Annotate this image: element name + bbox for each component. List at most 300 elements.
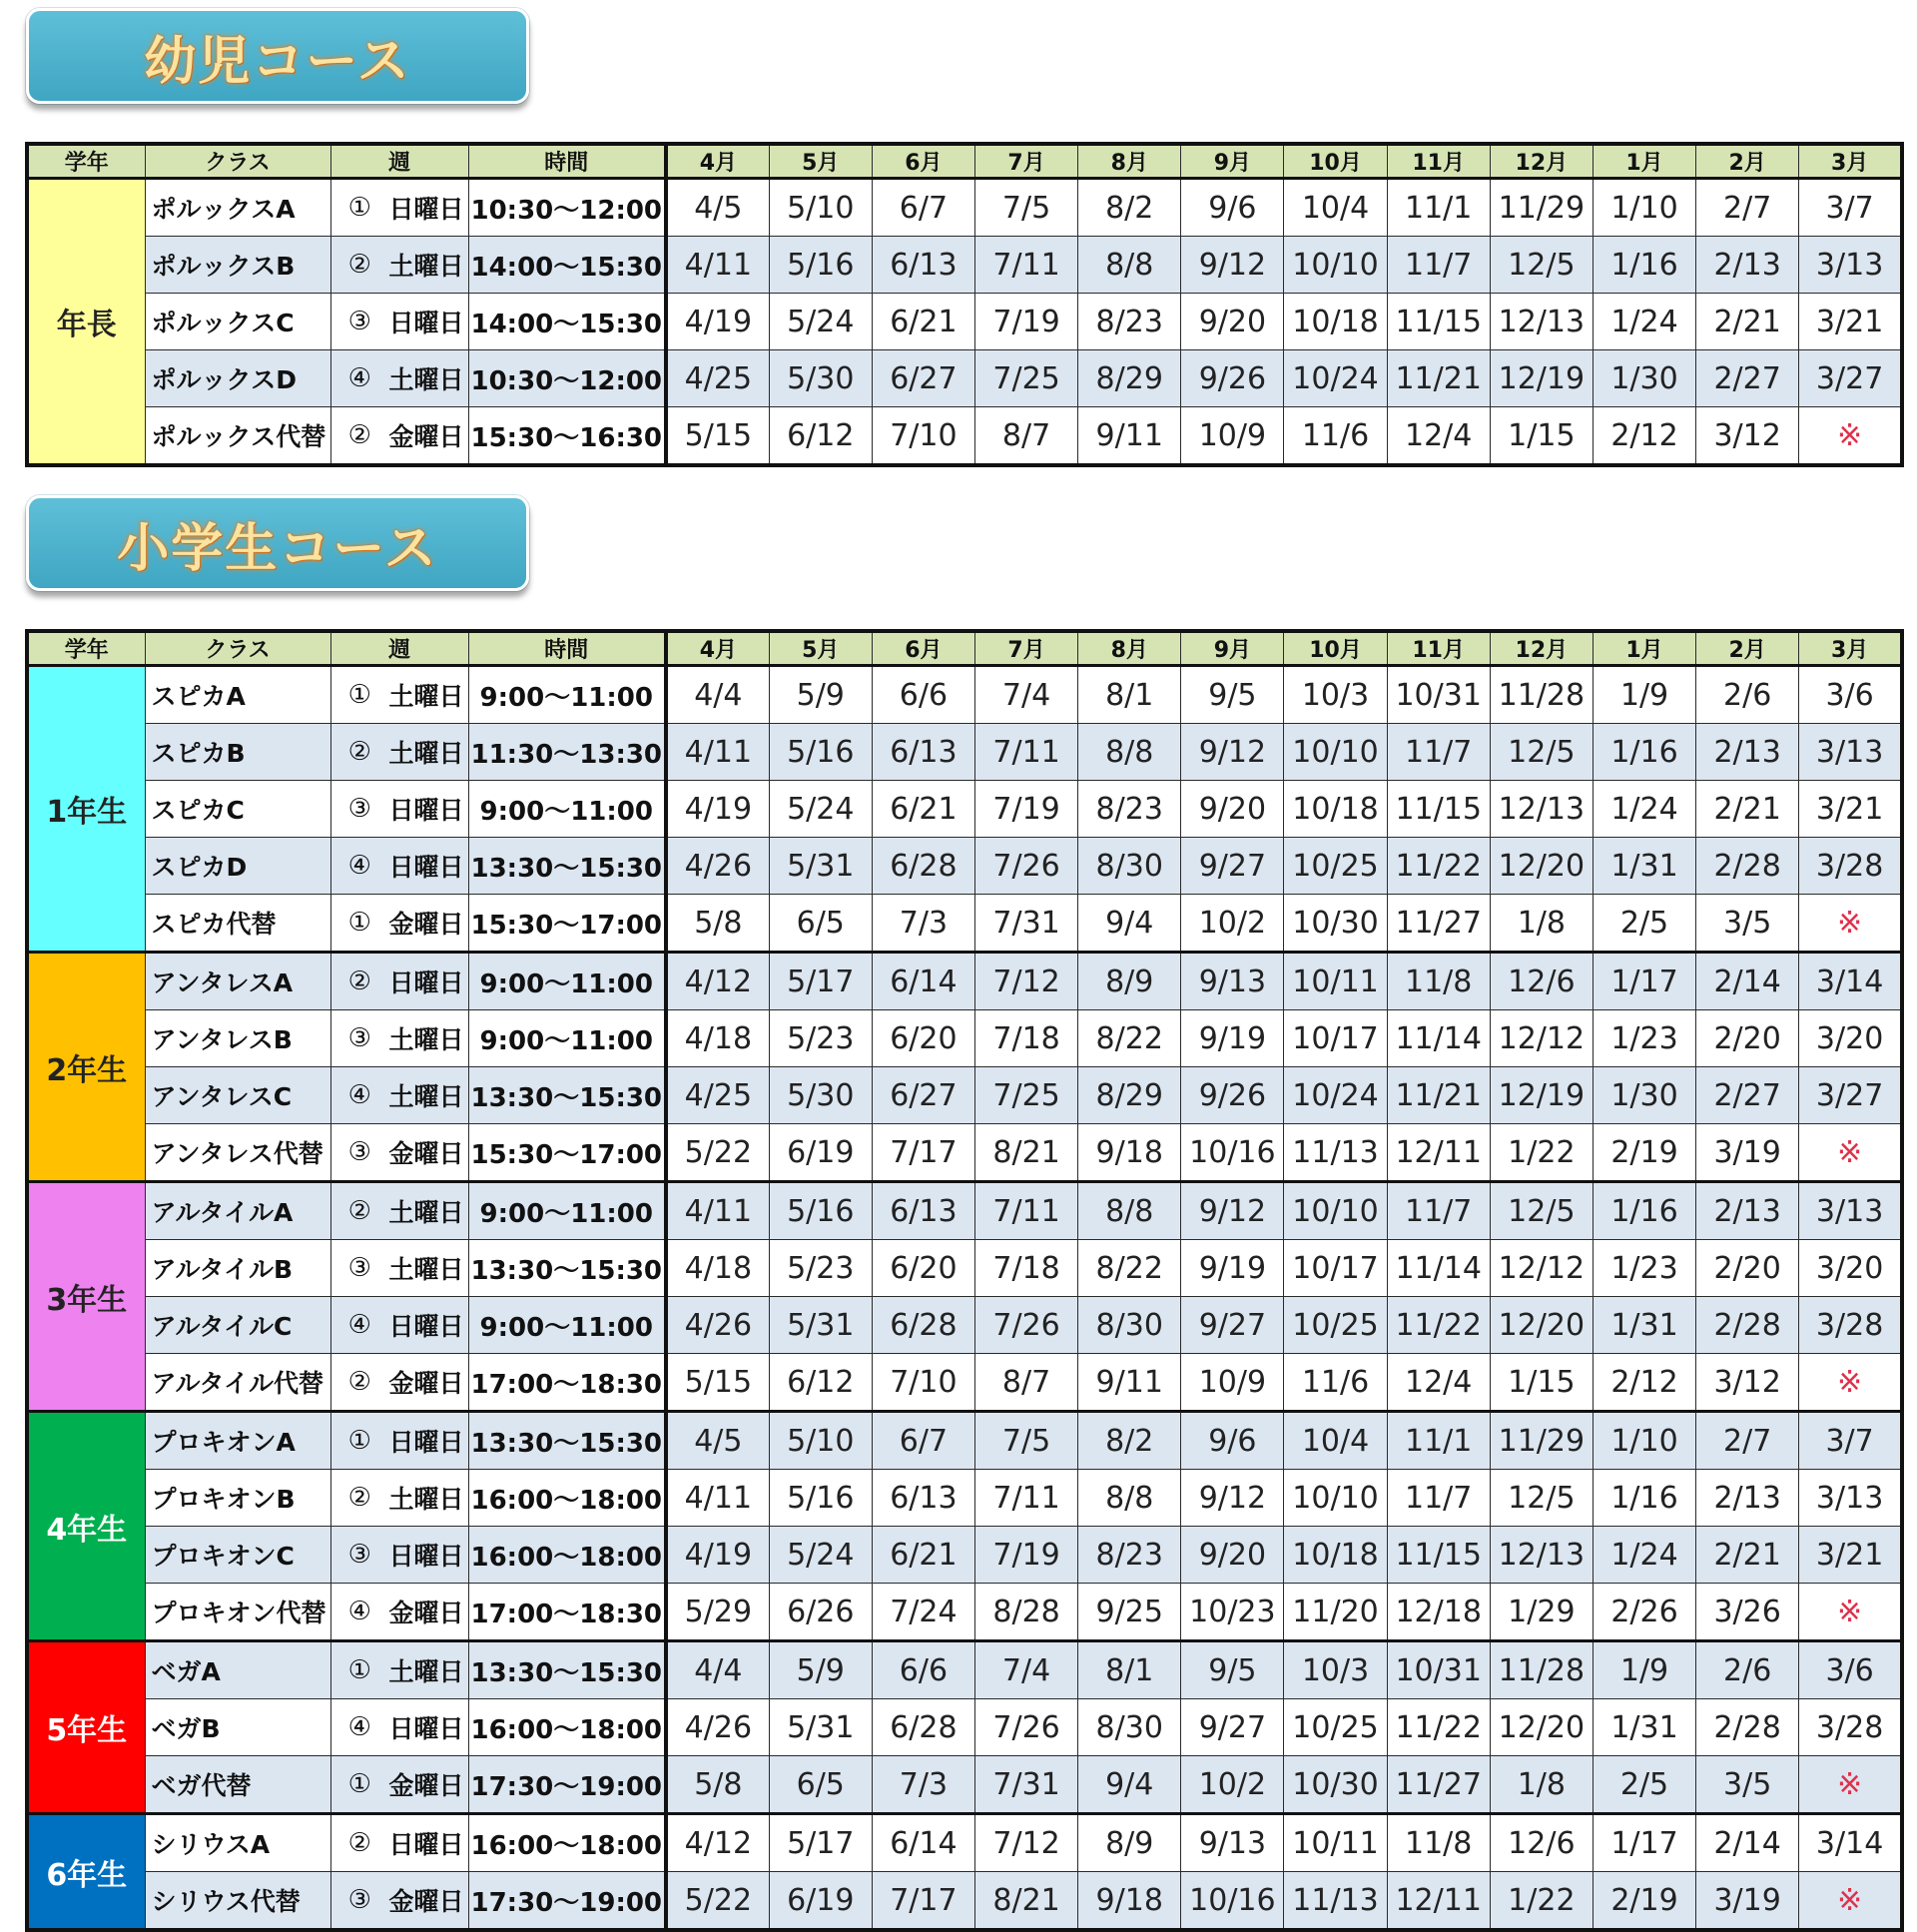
date-cell: 9/13 (1181, 953, 1284, 1010)
date-cell: 8/8 (1078, 1470, 1181, 1527)
date-cell: 2/6 (1696, 1641, 1799, 1699)
date-cell: 1/15 (1490, 1354, 1593, 1412)
date-cell: 1/17 (1593, 953, 1695, 1010)
date-cell: 1/8 (1490, 895, 1593, 953)
date-cell: 9/27 (1181, 1297, 1284, 1354)
date-cell: 3/20 (1799, 1240, 1902, 1297)
date-cell: 3/7 (1799, 179, 1902, 237)
date-cell: 8/2 (1078, 179, 1181, 237)
date-cell: 6/20 (872, 1240, 974, 1297)
header-month: 1月 (1593, 631, 1695, 666)
date-cell: 7/12 (974, 953, 1077, 1010)
header-month: 9月 (1181, 631, 1284, 666)
date-cell: 5/16 (769, 237, 872, 294)
week-number: ② (330, 237, 388, 294)
date-cell: 7/4 (974, 666, 1077, 724)
date-cell: 5/30 (769, 350, 872, 407)
time-slot: 11:30～13:30 (468, 724, 666, 781)
date-cell: 7/19 (974, 294, 1077, 350)
date-cell: 3/27 (1799, 350, 1902, 407)
date-cell: 10/24 (1284, 350, 1387, 407)
date-cell: 3/20 (1799, 1010, 1902, 1067)
date-cell: 7/19 (974, 781, 1077, 838)
date-cell: 12/12 (1490, 1010, 1593, 1067)
date-cell: 4/12 (666, 953, 769, 1010)
date-cell: 10/9 (1181, 1354, 1284, 1412)
header-week: 週 (330, 144, 468, 179)
date-cell: 12/5 (1490, 724, 1593, 781)
date-cell: 1/17 (1593, 1814, 1695, 1872)
weekday: 日曜日 (388, 838, 468, 895)
time-slot: 16:00～18:00 (468, 1470, 666, 1527)
date-cell: 11/22 (1387, 1297, 1490, 1354)
date-cell: 1/24 (1593, 781, 1695, 838)
class-name: シリウス代替 (145, 1872, 330, 1931)
time-slot: 15:30～17:00 (468, 1124, 666, 1182)
course-banner-elementary (26, 495, 529, 591)
header-row (27, 631, 1902, 666)
date-cell: 11/7 (1387, 1182, 1490, 1240)
date-cell: 9/11 (1078, 407, 1181, 466)
date-cell: 10/4 (1284, 1412, 1387, 1470)
date-cell: 8/22 (1078, 1010, 1181, 1067)
weekday: 日曜日 (388, 1412, 468, 1470)
week-number: ④ (330, 1699, 388, 1756)
date-cell: 8/30 (1078, 838, 1181, 895)
date-cell: 3/14 (1799, 953, 1902, 1010)
time-slot: 13:30～15:30 (468, 1412, 666, 1470)
week-number: ② (330, 1470, 388, 1527)
weekday: 日曜日 (388, 1699, 468, 1756)
class-name: ポルックスC (145, 294, 330, 350)
date-cell: 11/22 (1387, 838, 1490, 895)
weekday: 土曜日 (388, 1067, 468, 1124)
date-cell: 10/18 (1284, 781, 1387, 838)
date-cell: 4/11 (666, 724, 769, 781)
grade-cell: 4年生 (27, 1412, 145, 1641)
date-cell: 11/8 (1387, 953, 1490, 1010)
week-number: ② (330, 1814, 388, 1872)
date-cell: 1/31 (1593, 1699, 1695, 1756)
header-month: 12月 (1490, 631, 1593, 666)
date-cell: 3/21 (1799, 781, 1902, 838)
date-cell: 11/1 (1387, 1412, 1490, 1470)
date-cell: 4/18 (666, 1010, 769, 1067)
date-cell: 2/20 (1696, 1240, 1799, 1297)
class-name: アルタイル代替 (145, 1354, 330, 1412)
date-cell: 5/8 (666, 1756, 769, 1814)
date-cell: 7/5 (974, 1412, 1077, 1470)
week-number: ② (330, 1354, 388, 1412)
date-cell: 4/25 (666, 350, 769, 407)
date-cell: 10/2 (1181, 1756, 1284, 1814)
class-name: ポルックスA (145, 179, 330, 237)
date-cell: 1/29 (1490, 1584, 1593, 1641)
date-cell: 11/6 (1284, 407, 1387, 466)
week-number: ④ (330, 1067, 388, 1124)
time-slot: 13:30～15:30 (468, 1641, 666, 1699)
no-class-mark: ※ (1799, 1354, 1902, 1412)
time-slot: 14:00～15:30 (468, 237, 666, 294)
weekday: 金曜日 (388, 1124, 468, 1182)
week-number: ③ (330, 294, 388, 350)
weekday: 金曜日 (388, 1354, 468, 1412)
date-cell: 7/19 (974, 1527, 1077, 1584)
date-cell: 6/26 (769, 1584, 872, 1641)
date-cell: 3/21 (1799, 1527, 1902, 1584)
schedule-row (27, 1124, 1902, 1182)
class-name: シリウスA (145, 1814, 330, 1872)
date-cell: 4/26 (666, 1297, 769, 1354)
date-cell: 3/12 (1696, 1354, 1799, 1412)
header-month: 1月 (1593, 144, 1695, 179)
date-cell: 10/4 (1284, 179, 1387, 237)
time-slot: 17:30～19:00 (468, 1872, 666, 1931)
date-cell: 7/11 (974, 724, 1077, 781)
date-cell: 8/1 (1078, 1641, 1181, 1699)
header-grade: 学年 (27, 144, 145, 179)
date-cell: 10/31 (1387, 1641, 1490, 1699)
header-month: 10月 (1284, 631, 1387, 666)
date-cell: 6/19 (769, 1872, 872, 1931)
weekday: 土曜日 (388, 350, 468, 407)
date-cell: 9/26 (1181, 1067, 1284, 1124)
date-cell: 12/6 (1490, 953, 1593, 1010)
week-number: ④ (330, 1297, 388, 1354)
grade-cell: 5年生 (27, 1641, 145, 1814)
date-cell: 6/28 (872, 1699, 974, 1756)
date-cell: 5/15 (666, 1354, 769, 1412)
date-cell: 4/18 (666, 1240, 769, 1297)
date-cell: 4/4 (666, 666, 769, 724)
header-month: 10月 (1284, 144, 1387, 179)
date-cell: 3/19 (1696, 1124, 1799, 1182)
date-cell: 9/12 (1181, 1182, 1284, 1240)
date-cell: 1/10 (1593, 1412, 1695, 1470)
date-cell: 1/16 (1593, 1182, 1695, 1240)
class-name: アルタイルA (145, 1182, 330, 1240)
date-cell: 10/25 (1284, 838, 1387, 895)
date-cell: 2/21 (1696, 781, 1799, 838)
weekday: 日曜日 (388, 179, 468, 237)
date-cell: 4/5 (666, 179, 769, 237)
no-class-mark: ※ (1799, 1124, 1902, 1182)
week-number: ① (330, 895, 388, 953)
date-cell: 10/11 (1284, 1814, 1387, 1872)
date-cell: 12/19 (1490, 350, 1593, 407)
date-cell: 6/20 (872, 1010, 974, 1067)
date-cell: 3/27 (1799, 1067, 1902, 1124)
date-cell: 11/21 (1387, 1067, 1490, 1124)
date-cell: 5/23 (769, 1240, 872, 1297)
weekday: 日曜日 (388, 294, 468, 350)
date-cell: 12/13 (1490, 294, 1593, 350)
date-cell: 12/4 (1387, 1354, 1490, 1412)
date-cell: 11/7 (1387, 1470, 1490, 1527)
date-cell: 3/13 (1799, 237, 1902, 294)
date-cell: 11/15 (1387, 294, 1490, 350)
class-name: スピカB (145, 724, 330, 781)
date-cell: 2/6 (1696, 666, 1799, 724)
date-cell: 11/27 (1387, 895, 1490, 953)
date-cell: 2/26 (1593, 1584, 1695, 1641)
weekday: 土曜日 (388, 1470, 468, 1527)
date-cell: 5/17 (769, 1814, 872, 1872)
date-cell: 7/3 (872, 895, 974, 953)
date-cell: 7/5 (974, 179, 1077, 237)
date-cell: 4/11 (666, 1470, 769, 1527)
date-cell: 3/7 (1799, 1412, 1902, 1470)
time-slot: 9:00～11:00 (468, 1010, 666, 1067)
header-month: 3月 (1799, 631, 1902, 666)
weekday: 土曜日 (388, 237, 468, 294)
header-month: 11月 (1387, 144, 1490, 179)
date-cell: 6/6 (872, 666, 974, 724)
date-cell: 8/21 (974, 1872, 1077, 1931)
time-slot: 9:00～11:00 (468, 1297, 666, 1354)
header-month: 11月 (1387, 631, 1490, 666)
date-cell: 4/25 (666, 1067, 769, 1124)
date-cell: 9/11 (1078, 1354, 1181, 1412)
date-cell: 3/6 (1799, 666, 1902, 724)
date-cell: 10/17 (1284, 1010, 1387, 1067)
schedule-row (27, 781, 1902, 838)
time-slot: 13:30～15:30 (468, 1067, 666, 1124)
week-number: ① (330, 1641, 388, 1699)
schedule-row (27, 953, 1902, 1010)
date-cell: 3/26 (1696, 1584, 1799, 1641)
date-cell: 5/9 (769, 666, 872, 724)
no-class-mark: ※ (1799, 1756, 1902, 1814)
time-slot: 16:00～18:00 (468, 1814, 666, 1872)
course-title: 幼児コース (144, 31, 411, 92)
weekday: 金曜日 (388, 1872, 468, 1931)
schedule-row (27, 237, 1902, 294)
date-cell: 2/7 (1696, 179, 1799, 237)
weekday: 金曜日 (388, 895, 468, 953)
date-cell: 1/22 (1490, 1872, 1593, 1931)
no-class-mark: ※ (1799, 407, 1902, 466)
date-cell: 10/3 (1284, 1641, 1387, 1699)
date-cell: 11/13 (1284, 1124, 1387, 1182)
date-cell: 10/16 (1181, 1872, 1284, 1931)
date-cell: 7/26 (974, 1297, 1077, 1354)
date-cell: 8/8 (1078, 237, 1181, 294)
week-number: ③ (330, 1010, 388, 1067)
week-number: ② (330, 1182, 388, 1240)
date-cell: 11/15 (1387, 781, 1490, 838)
date-cell: 5/10 (769, 179, 872, 237)
date-cell: 9/4 (1078, 895, 1181, 953)
date-cell: 6/7 (872, 179, 974, 237)
date-cell: 4/19 (666, 781, 769, 838)
date-cell: 10/24 (1284, 1067, 1387, 1124)
date-cell: 6/13 (872, 724, 974, 781)
time-slot: 16:00～18:00 (468, 1699, 666, 1756)
date-cell: 11/21 (1387, 350, 1490, 407)
date-cell: 10/2 (1181, 895, 1284, 953)
date-cell: 1/24 (1593, 294, 1695, 350)
date-cell: 5/29 (666, 1584, 769, 1641)
date-cell: 1/9 (1593, 1641, 1695, 1699)
time-slot: 17:00～18:30 (468, 1354, 666, 1412)
course-banner-preschool (26, 8, 529, 104)
date-cell: 1/10 (1593, 179, 1695, 237)
date-cell: 10/17 (1284, 1240, 1387, 1297)
date-cell: 7/17 (872, 1872, 974, 1931)
date-cell: 9/18 (1078, 1124, 1181, 1182)
class-name: ベガB (145, 1699, 330, 1756)
date-cell: 8/9 (1078, 1814, 1181, 1872)
class-name: スピカA (145, 666, 330, 724)
time-slot: 15:30～17:00 (468, 895, 666, 953)
header-month: 4月 (666, 631, 769, 666)
week-number: ① (330, 666, 388, 724)
date-cell: 8/23 (1078, 781, 1181, 838)
date-cell: 7/25 (974, 1067, 1077, 1124)
date-cell: 9/27 (1181, 838, 1284, 895)
weekday: 土曜日 (388, 1010, 468, 1067)
date-cell: 7/10 (872, 1354, 974, 1412)
date-cell: 2/27 (1696, 1067, 1799, 1124)
date-cell: 11/29 (1490, 179, 1593, 237)
date-cell: 12/11 (1387, 1872, 1490, 1931)
date-cell: 9/5 (1181, 666, 1284, 724)
header-month: 7月 (974, 631, 1077, 666)
date-cell: 3/13 (1799, 1470, 1902, 1527)
no-class-mark: ※ (1799, 1872, 1902, 1931)
schedule-row (27, 1584, 1902, 1641)
schedule-row (27, 407, 1902, 466)
date-cell: 2/14 (1696, 953, 1799, 1010)
schedule-row (27, 1067, 1902, 1124)
date-cell: 2/13 (1696, 724, 1799, 781)
date-cell: 7/18 (974, 1010, 1077, 1067)
date-cell: 7/26 (974, 838, 1077, 895)
date-cell: 1/24 (1593, 1527, 1695, 1584)
class-name: アンタレス代替 (145, 1124, 330, 1182)
date-cell: 10/30 (1284, 1756, 1387, 1814)
date-cell: 7/11 (974, 1470, 1077, 1527)
date-cell: 4/26 (666, 1699, 769, 1756)
date-cell: 11/13 (1284, 1872, 1387, 1931)
class-name: ポルックス代替 (145, 407, 330, 466)
date-cell: 2/28 (1696, 1699, 1799, 1756)
date-cell: 12/18 (1387, 1584, 1490, 1641)
date-cell: 5/22 (666, 1872, 769, 1931)
header-time: 時間 (468, 144, 666, 179)
date-cell: 9/6 (1181, 1412, 1284, 1470)
date-cell: 11/15 (1387, 1527, 1490, 1584)
date-cell: 4/12 (666, 1814, 769, 1872)
week-number: ① (330, 1756, 388, 1814)
date-cell: 1/8 (1490, 1756, 1593, 1814)
week-number: ④ (330, 350, 388, 407)
class-name: アルタイルB (145, 1240, 330, 1297)
date-cell: 8/8 (1078, 1182, 1181, 1240)
date-cell: 11/27 (1387, 1756, 1490, 1814)
date-cell: 1/15 (1490, 407, 1593, 466)
date-cell: 5/16 (769, 1470, 872, 1527)
date-cell: 12/13 (1490, 1527, 1593, 1584)
date-cell: 9/13 (1181, 1814, 1284, 1872)
class-name: スピカD (145, 838, 330, 895)
date-cell: 8/1 (1078, 666, 1181, 724)
time-slot: 9:00～11:00 (468, 1182, 666, 1240)
date-cell: 9/20 (1181, 294, 1284, 350)
date-cell: 10/18 (1284, 1527, 1387, 1584)
schedule-row (27, 1470, 1902, 1527)
date-cell: 2/14 (1696, 1814, 1799, 1872)
weekday: 日曜日 (388, 953, 468, 1010)
date-cell: 11/28 (1490, 1641, 1593, 1699)
date-cell: 5/16 (769, 1182, 872, 1240)
date-cell: 5/9 (769, 1641, 872, 1699)
course-title: 小学生コース (117, 518, 438, 579)
week-number: ① (330, 179, 388, 237)
date-cell: 12/5 (1490, 1182, 1593, 1240)
header-week: 週 (330, 631, 468, 666)
date-cell: 9/12 (1181, 724, 1284, 781)
date-cell: 4/4 (666, 1641, 769, 1699)
date-cell: 11/7 (1387, 724, 1490, 781)
week-number: ② (330, 407, 388, 466)
date-cell: 9/25 (1078, 1584, 1181, 1641)
date-cell: 9/20 (1181, 1527, 1284, 1584)
date-cell: 5/23 (769, 1010, 872, 1067)
date-cell: 8/2 (1078, 1412, 1181, 1470)
date-cell: 3/28 (1799, 1297, 1902, 1354)
date-cell: 8/30 (1078, 1699, 1181, 1756)
class-name: アルタイルC (145, 1297, 330, 1354)
class-name: アンタレスC (145, 1067, 330, 1124)
date-cell: 9/12 (1181, 1470, 1284, 1527)
date-cell: 5/31 (769, 1699, 872, 1756)
time-slot: 9:00～11:00 (468, 781, 666, 838)
class-name: ベガA (145, 1641, 330, 1699)
date-cell: 9/27 (1181, 1699, 1284, 1756)
date-cell: 8/23 (1078, 1527, 1181, 1584)
date-cell: 10/30 (1284, 895, 1387, 953)
date-cell: 12/13 (1490, 781, 1593, 838)
time-slot: 15:30～16:30 (468, 407, 666, 466)
week-number: ③ (330, 1872, 388, 1931)
weekday: 日曜日 (388, 1297, 468, 1354)
date-cell: 2/19 (1593, 1872, 1695, 1931)
week-number: ② (330, 953, 388, 1010)
schedule-row (27, 724, 1902, 781)
date-cell: 2/21 (1696, 1527, 1799, 1584)
schedule-row (27, 179, 1902, 237)
schedule-table-elementary (25, 629, 1904, 1932)
date-cell: 5/24 (769, 1527, 872, 1584)
date-cell: 11/1 (1387, 179, 1490, 237)
date-cell: 10/11 (1284, 953, 1387, 1010)
header-month: 9月 (1181, 144, 1284, 179)
date-cell: 11/6 (1284, 1354, 1387, 1412)
date-cell: 2/19 (1593, 1124, 1695, 1182)
date-cell: 9/26 (1181, 350, 1284, 407)
date-cell: 12/11 (1387, 1124, 1490, 1182)
date-cell: 2/7 (1696, 1412, 1799, 1470)
date-cell: 10/25 (1284, 1699, 1387, 1756)
date-cell: 9/19 (1181, 1010, 1284, 1067)
date-cell: 6/12 (769, 407, 872, 466)
class-name: プロキオンA (145, 1412, 330, 1470)
date-cell: 5/10 (769, 1412, 872, 1470)
date-cell: 6/21 (872, 294, 974, 350)
date-cell: 3/14 (1799, 1814, 1902, 1872)
